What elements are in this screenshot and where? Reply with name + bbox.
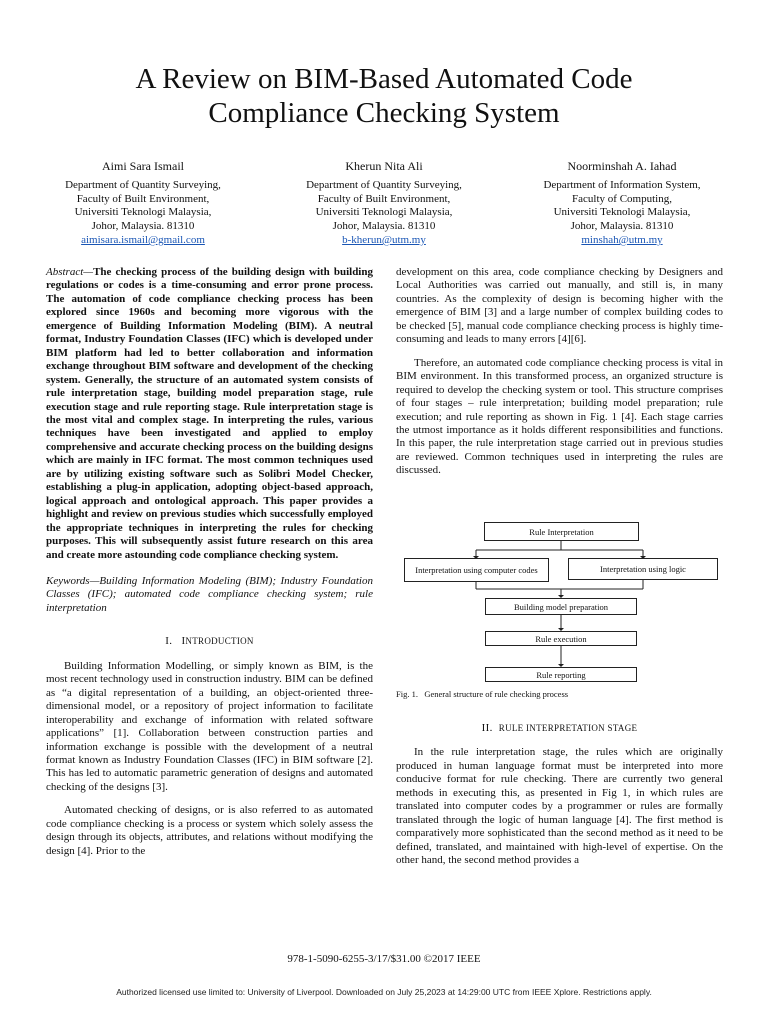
right-column-lower [396,722,723,868]
author-block-3 [502,160,742,248]
author-faculty: Faculty of Computing, [572,192,672,205]
author-faculty: Faculty of Built Environment, [76,192,210,205]
author-univ: Universiti Teknologi Malaysia, [553,206,691,219]
author-block-1 [23,160,263,248]
author-faculty: Faculty of Built Environment, [317,192,451,205]
box-rule-execution: Rule execution [485,631,637,646]
right-paragraph-2: Therefore, an automated code compliance checking process is vital in BIM environment. In this transformed process, an organized structure is required to develop the checking system or tool. This structure comprises of four stages – rule interpretation; building model preparation; rule execution; and rule reporting as shown in Fig. 1 [4]. Each stage carries the utmost importance as it holds different responsibilities and functions. In this paper, the rule interpretation stage carried out in previous studies are reviewed. Common techniques used in interpreting the rules are discussed. [396,356,723,477]
figure-1-caption: Fig. 1. General structure of rule checking process [396,689,569,699]
abstract-text: The checking process of the building design with building regulations or codes is a time-consuming and error prone process. The automation of code compliance checking process has been explored since 1960s and becoming more vigorous with the emergence of Building Information Modeling (BIM). A neutral format, Industry Foundation Classes (IFC) which is developed under BIM platform had led to better collaboration and information exchange throughout BIM software and development of the checking system. Generally, the structure of an automated system consists of rule interpretation stage, building model preparation stage, rule execution stage and rule reporting stage. Rule interpretation stage is the most vital and complex stage. In interpreting the rules, various techniques have been investigated and applied to employ comprehensive and accurate checking process on the building designs which are mainly in IFC format. The most common techniques used are by utilizing existing software such as Solibri Model Checker, establishing a plug-in application, adopting object-based approach, logical approach and ontological approach. This paper provides a highlight and review on previous studies which successfully employed the appropriate techniques in interpreting the rules for checking purposes. This will subsequently assist future research on this area and create more astounding code compliance checking system. [46,266,373,561]
box-interpretation-computer-codes: Interpretation using computer codes [404,558,549,582]
box-interpretation-logic: Interpretation using logic [568,558,718,580]
author-city: Johor, Malaysia. 81310 [570,220,674,233]
author-email-link[interactable]: aimisara.ismail@gmail.com [81,233,205,246]
author-dept: Department of Quantity Surveying, [65,178,221,191]
isbn-footer: 978-1-5090-6255-3/17/$31.00 ©2017 IEEE [287,953,481,965]
rule-interpretation-paragraph: In the rule interpretation stage, the rules which are originally produced in human language format must be interpreted into more conducive format for rule checking. There are currently two general methods in executing this, as presented in Fig 1, in which rules are translated into computer codes by a programmer or rules are formally translated through the logic of human language [4]. The first method is comparatively more sophisticated than the second method as it need to be defined, translated, and maintained with high-level of expertise. On the other hand, the second method provides a [396,746,723,867]
left-column [46,266,373,858]
box-building-model-preparation: Building model preparation [485,598,637,615]
license-notice: Authorized licensed use limited to: University of Liverpool. Downloaded on July 25,2023 at 14:29:00 UTC from IEEE Xplore. Restrictions apply. [116,987,652,997]
section-heading-introduction: I. INTRODUCTION [165,635,254,648]
author-univ: Universiti Teknologi Malaysia, [74,206,212,219]
box-rule-reporting: Rule reporting [485,667,637,682]
section-heading-rule-interpretation: II. RULE INTERPRETATION STAGE [481,722,638,734]
right-column [396,266,723,478]
abstract-lead: Abstract— [46,266,94,278]
author-dept: Department of Quantity Surveying, [306,178,462,191]
author-name: Noorminshah A. Iahad [567,159,677,173]
author-city: Johor, Malaysia. 81310 [332,220,436,233]
right-paragraph-1: development on this area, code compliance checking by Designers and Local Authorities was carried out manually, and still is, in many countries. As the complexity of design is becoming higher with the emergence of BIM [3] and a large number of complex building codes to be checked [5], manual code compliance checking process is highly time-consuming and leads to many errors [4][6]. [396,266,723,346]
author-dept: Department of Information System, [543,178,701,191]
box-rule-interpretation: Rule Interpretation [484,522,639,541]
title-line-2: Compliance Checking System [208,97,560,129]
author-block-2 [264,160,504,248]
author-email-link[interactable]: minshah@utm.my [581,233,663,246]
author-email-link[interactable]: b-kherun@utm.my [342,233,426,246]
keywords: Keywords—Building Information Modeling (BIM); Industry Foundation Classes (IFC); automated code compliance checking system; rule interpretation [46,574,373,614]
author-name: Aimi Sara Ismail [102,159,184,173]
paper-title [0,62,768,130]
title-line-1: A Review on BIM-Based Automated Code [135,63,633,95]
author-univ: Universiti Teknologi Malaysia, [315,206,453,219]
intro-paragraph-2: Automated checking of designs, or is also referred to as automated code compliance checking is a process or system which solely assess the design through its objects, attributes, and relations without modifying the design [4]. Prior to the [46,804,373,857]
abstract [46,266,373,562]
author-name: Kherun Nita Ali [345,159,423,173]
author-city: Johor, Malaysia. 81310 [91,220,195,233]
figure-1-diagram [396,518,723,688]
intro-paragraph-1: Building Information Modelling, or simply known as BIM, is the most recent technology used in construction industry. BIM can be defined as “a digital representation of a building, an object-oriented three-dimensional model, or a repository of project information to facilitate interoperability and exchange of information with related software applications” [1]. Collaboration between construction parties and information exchange is possible with the development of a neutral format known as Industry Foundation Classes (IFC) in BIM software [2]. This has led to automatic parametric generation of designs and automated checking of the designs [3]. [46,659,373,793]
